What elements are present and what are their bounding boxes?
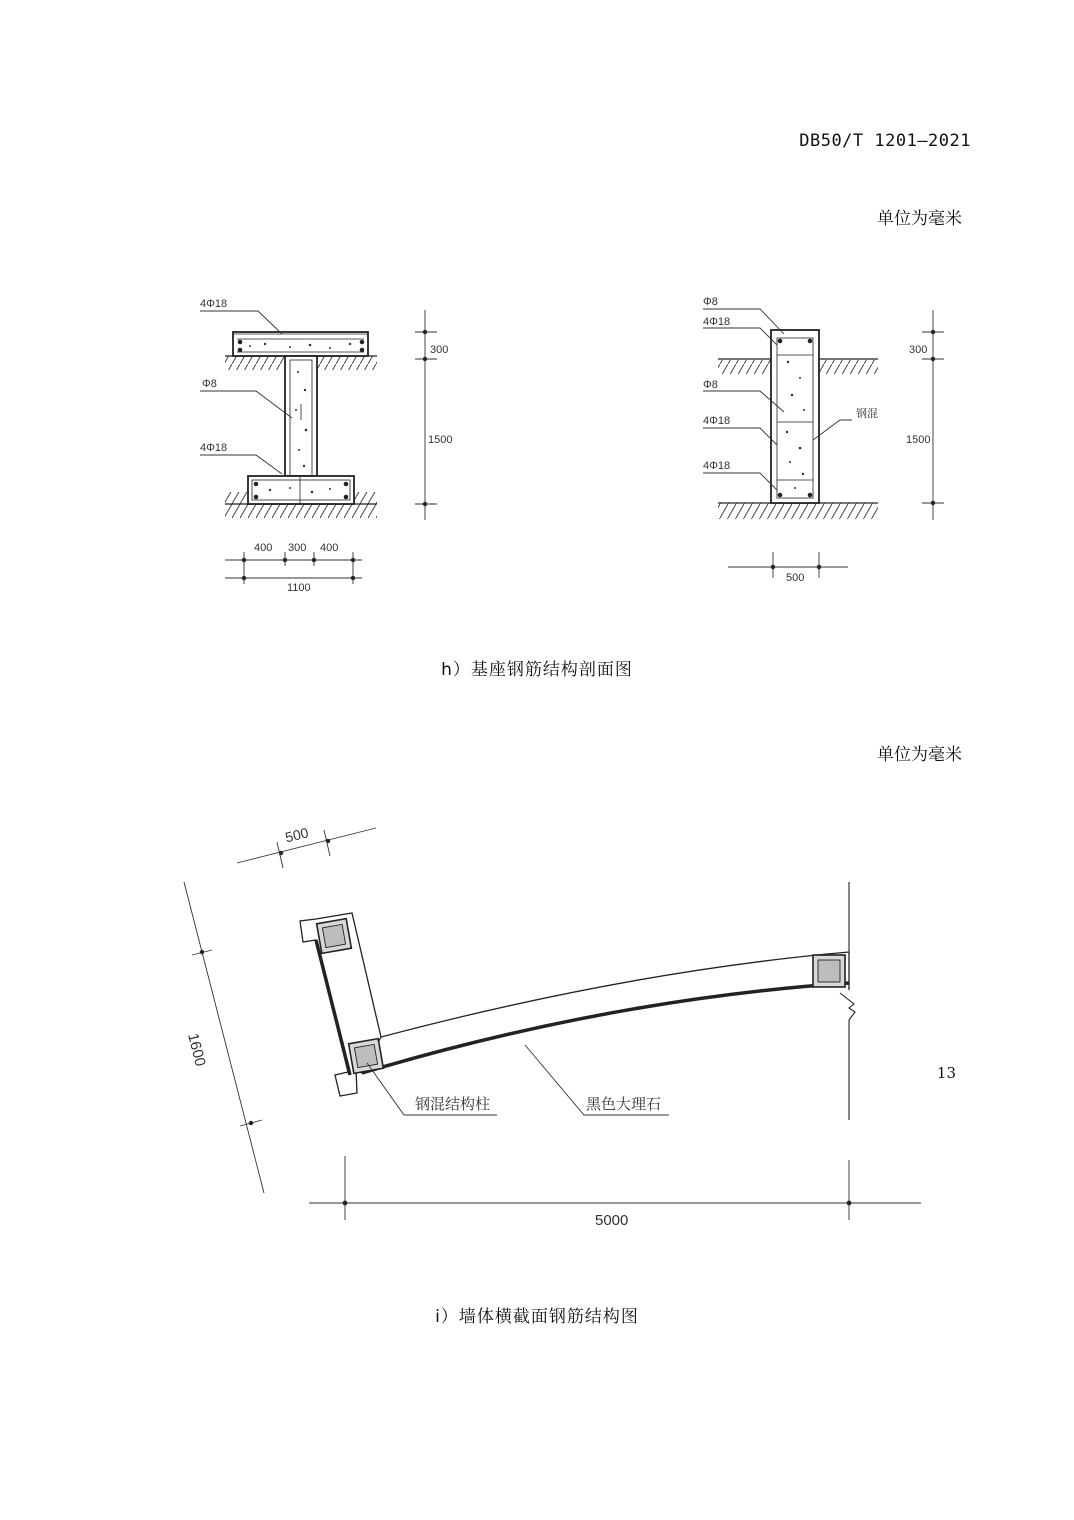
column-dim-vertical	[922, 310, 944, 520]
dim-i-500: 500	[283, 824, 311, 846]
figure-h-drawing	[0, 280, 1074, 610]
callout-marble: 黑色大理石	[586, 1095, 662, 1113]
column-block-top	[317, 919, 352, 954]
label-h-right-1: Φ8	[703, 296, 718, 308]
dim-h-right-300: 300	[909, 344, 928, 356]
dim-i-1600: 1600	[184, 1031, 209, 1069]
label-h-right-4: 4Φ18	[703, 415, 731, 427]
dim-h-right-500: 500	[786, 572, 805, 584]
dim-h-400-a: 400	[254, 542, 273, 554]
unit-note-top: 单位为毫米	[877, 209, 962, 229]
i-section-base	[225, 332, 377, 518]
i-section-dim-horizontal	[225, 552, 362, 584]
caption-figure-i: i）墙体横截面钢筋结构图	[435, 1307, 639, 1327]
caption-figure-h: h）基座钢筋结构剖面图	[441, 660, 633, 680]
label-h-right-2: 4Φ18	[703, 316, 731, 328]
column-block-bottom	[349, 1039, 384, 1074]
standard-number: DB50/T 1201—2021	[799, 131, 971, 151]
dim-h-left-300: 300	[430, 344, 449, 356]
callout-gang-hun: 钢混	[856, 407, 878, 420]
dim-h-300: 300	[288, 542, 307, 554]
dim-h-right-1500: 1500	[906, 434, 931, 446]
label-h-left-1: 4Φ18	[200, 298, 228, 310]
label-h-left-2: Φ8	[202, 378, 217, 390]
dim-i-5000: 5000	[595, 1212, 629, 1229]
i-section-dim-vertical	[415, 310, 437, 520]
figure-i-drawing	[0, 800, 1074, 1250]
column-block-right	[813, 955, 845, 987]
label-h-right-3: Φ8	[703, 379, 718, 391]
dim-i-bottom	[309, 1156, 921, 1220]
wall-plan	[300, 882, 855, 1120]
unit-note-bottom: 单位为毫米	[877, 745, 962, 765]
dim-h-400-b: 400	[320, 542, 339, 554]
page-number: 13	[936, 1064, 956, 1082]
label-h-right-5: 4Φ18	[703, 460, 731, 472]
label-h-left-3: 4Φ18	[200, 442, 228, 454]
callout-column: 钢混结构柱	[415, 1095, 491, 1113]
dim-h-1100: 1100	[287, 582, 311, 594]
dim-h-left-1500: 1500	[428, 434, 453, 446]
column-section	[718, 330, 878, 519]
